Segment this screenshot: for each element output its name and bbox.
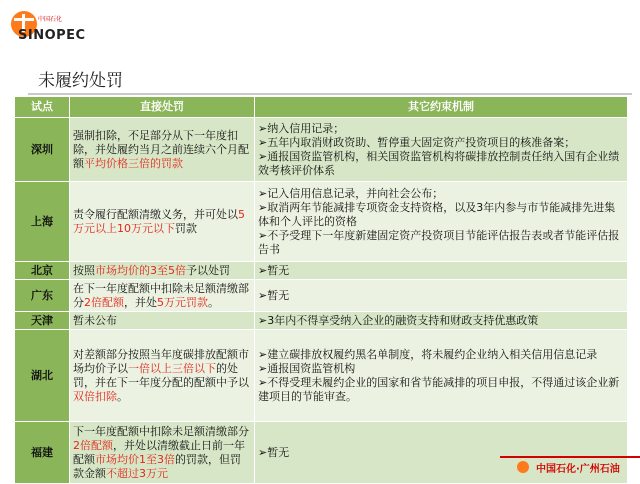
direct-cell xyxy=(70,422,255,484)
direct-highlight: 双倍扣除 xyxy=(73,389,117,403)
other-item: ➢暂无 xyxy=(258,288,290,302)
other-item: ➢建立碳排放权履约黑名单制度，将未履约企业纳入相关信用信息记录 xyxy=(258,347,598,361)
other-cell xyxy=(255,280,628,312)
city-cell: 深圳 xyxy=(15,118,70,182)
other-item: ➢取消两年节能减排专项资金支持资格，以及3年内参与市节能减排先进集体和个人评比的资格 xyxy=(258,200,616,228)
direct-text: 按照 xyxy=(73,263,95,277)
header-city: 试点 xyxy=(15,97,70,118)
footer-stripe xyxy=(500,456,640,458)
direct-highlight: 市场均价的3至5倍 xyxy=(95,263,186,277)
direct-text: 下一年度配额中扣除未足额清缴部分 xyxy=(73,424,249,438)
city-cell: 广东 xyxy=(15,280,70,312)
footer-brand-text: 中国石化·广州石油 xyxy=(536,464,620,475)
direct-cell xyxy=(70,118,255,182)
direct-text: 。 xyxy=(208,295,219,309)
city-cell: 天津 xyxy=(15,312,70,330)
table-row xyxy=(15,262,628,280)
other-cell xyxy=(255,312,628,330)
direct-highlight: 不超过3万元 xyxy=(106,466,168,480)
direct-highlight: 2倍配额 xyxy=(73,438,113,452)
direct-highlight: 平均价格三倍的罚款 xyxy=(84,156,183,170)
direct-cell xyxy=(70,262,255,280)
footer-logo-icon xyxy=(516,460,532,474)
other-item: ➢通报国资监管机构，相关国资监管机构将碳排放控制责任纳入国有企业绩效考核评价体系 xyxy=(258,149,620,177)
table-header-row xyxy=(15,97,628,118)
direct-text: ，并处 xyxy=(124,295,157,309)
direct-cell xyxy=(70,312,255,330)
direct-text: ，并处以清缴截止日前一年配额 xyxy=(73,438,245,466)
other-item: ➢不予受理下一年度新建固定资产投资项目节能评估报告表或者节能评估报告书 xyxy=(258,228,620,256)
other-item: ➢暂无 xyxy=(258,263,290,277)
direct-text: 对差额部分按照当年度碳排放配额市场均价予以 xyxy=(73,347,249,375)
other-item: ➢五年内取消财政资助、暂停重大固定资产投资项目的核准备案； xyxy=(258,135,576,149)
table-row xyxy=(15,330,628,422)
table-row xyxy=(15,280,628,312)
direct-highlight: 2倍配额 xyxy=(84,295,124,309)
direct-cell xyxy=(70,280,255,312)
city-cell: 湖北 xyxy=(15,330,70,422)
direct-highlight: 5万元罚款 xyxy=(157,295,208,309)
other-item: ➢记入信用信息记录，并向社会公布； xyxy=(258,186,444,200)
other-cell xyxy=(255,118,628,182)
direct-text: 暂未公布 xyxy=(73,313,117,327)
direct-cell xyxy=(70,330,255,422)
other-cell xyxy=(255,330,628,422)
header-direct: 直接处罚 xyxy=(70,97,255,118)
direct-text: 罚款 xyxy=(175,221,197,235)
direct-highlight: 市场均价1至3倍 xyxy=(95,452,175,466)
direct-text: 强制扣除，不足部分从下一年度扣除，并处履约当月之前连续六个月配额 xyxy=(73,128,249,170)
direct-text: 予以处罚 xyxy=(186,263,230,277)
other-item: ➢不得受理未履约企业的国家和省节能减排的项目申报，不得通过该企业新建项目的节能审查。 xyxy=(258,375,620,403)
city-cell: 上海 xyxy=(15,182,70,262)
table-row xyxy=(15,118,628,182)
city-cell: 福建 xyxy=(15,422,70,484)
direct-highlight: 一倍以上三倍以下 xyxy=(128,361,216,375)
direct-cell xyxy=(70,182,255,262)
direct-text: 的处罚，并在下一年度分配的配额中予以 xyxy=(73,361,249,389)
direct-text: 。 xyxy=(117,389,128,403)
title-divider xyxy=(28,93,632,95)
penalty-table xyxy=(14,96,628,484)
table-row xyxy=(15,312,628,330)
other-item: ➢暂无 xyxy=(258,445,290,459)
direct-text: 的罚款，但罚款金额 xyxy=(73,452,241,480)
header-other: 其它约束机制 xyxy=(255,97,628,118)
other-item: ➢通报国资监管机构 xyxy=(258,361,356,375)
other-item: ➢纳入信用记录； xyxy=(258,121,345,135)
city-cell: 北京 xyxy=(15,262,70,280)
other-cell xyxy=(255,182,628,262)
logo-brand-text: SINOPEC xyxy=(18,28,86,43)
other-cell xyxy=(255,262,628,280)
other-item: ➢3年内不得享受纳入企业的融资支持和财政支持优惠政策 xyxy=(258,313,539,327)
direct-text: 责令履行配额清缴义务，并可处以 xyxy=(73,207,238,221)
logo-small-text: 中国石化 xyxy=(38,16,63,23)
direct-text: 在下一年度配额中扣除未足额清缴部分 xyxy=(73,281,249,309)
direct-highlight: 5万元以上10万元以下 xyxy=(73,207,245,235)
table-row xyxy=(15,182,628,262)
page-title: 未履约处罚 xyxy=(38,71,123,91)
